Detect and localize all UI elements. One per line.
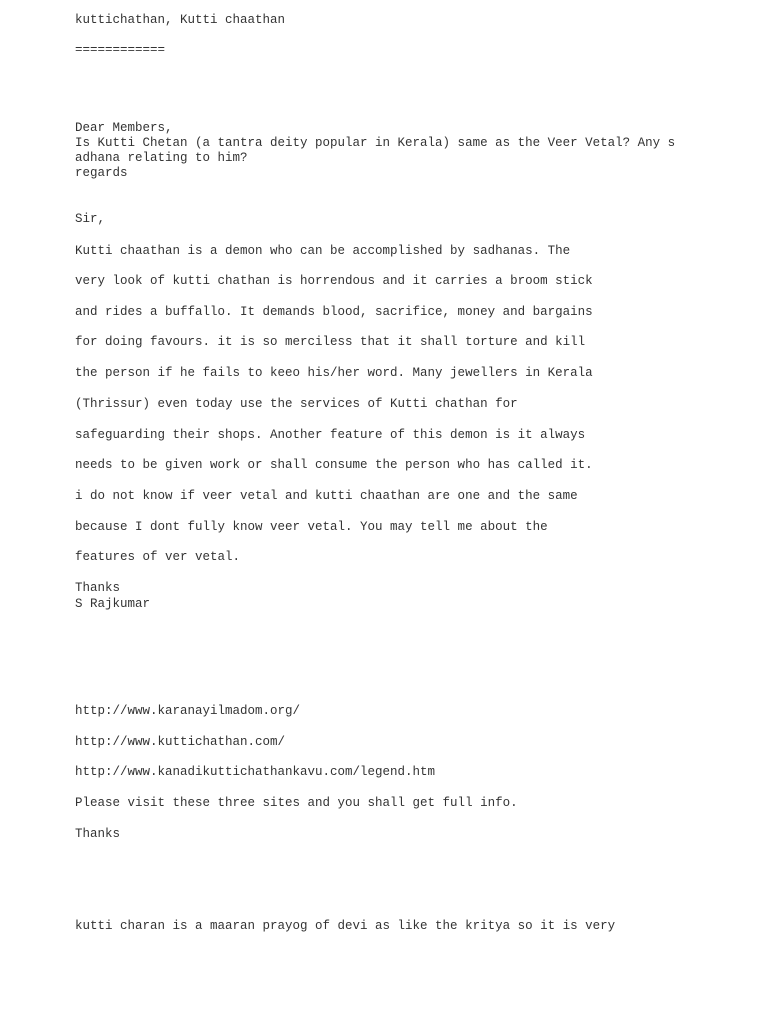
answer-body-line: Kutti chaathan is a demon who can be accomplished by sadhanas. The [75,244,571,258]
answer-body-line: very look of kutti chathan is horrendous and it carries a broom stick [75,274,593,288]
answer-author: S Rajkumar [75,597,151,611]
answer3-line: kutti charan is a maaran prayog of devi as like the kritya so it is very [75,919,616,933]
answer-body-line: the person if he fails to keeo his/her word. Many jewellers in Kerala [75,366,593,380]
link-kanadikuttichathankavu-legend[interactable]: http://www.kanadikuttichathankavu.com/legend.htm [75,765,436,779]
title-separator: ============ [75,43,166,57]
question-signoff: regards [75,166,128,180]
link-kuttichathan[interactable]: http://www.kuttichathan.com/ [75,735,286,749]
question-line: Is Kutti Chetan (a tantra deity popular in Kerala) same as the Veer Vetal? Any s [75,136,676,150]
answer-body-line: because I dont fully know veer vetal. You may tell me about the [75,520,548,534]
answer-body-line: and rides a buffallo. It demands blood, sacrifice, money and bargains [75,305,593,319]
document-title: kuttichathan, Kutti chaathan [75,13,286,27]
answer-body-line: safeguarding their shops. Another feature of this demon is it always [75,428,586,442]
answer-body-line: i do not know if veer vetal and kutti chaathan are one and the same [75,489,578,503]
answer-body-line: (Thrissur) even today use the services of Kutti chathan for [75,397,518,411]
links-thanks: Thanks [75,827,121,841]
link-karanayilmadom[interactable]: http://www.karanayilmadom.org/ [75,704,301,718]
answer-body-line: for doing favours. it is so merciless that it shall torture and kill [75,335,586,349]
answer-body-line: features of ver vetal. [75,550,241,564]
answer-body-line: needs to be given work or shall consume the person who has called it. [75,458,593,472]
question-line: adhana relating to him? [75,151,248,165]
links-note: Please visit these three sites and you shall get full info. [75,796,518,810]
answer-salutation: Sir, [75,212,106,226]
question-greeting: Dear Members, [75,121,173,135]
answer-thanks: Thanks [75,581,121,595]
